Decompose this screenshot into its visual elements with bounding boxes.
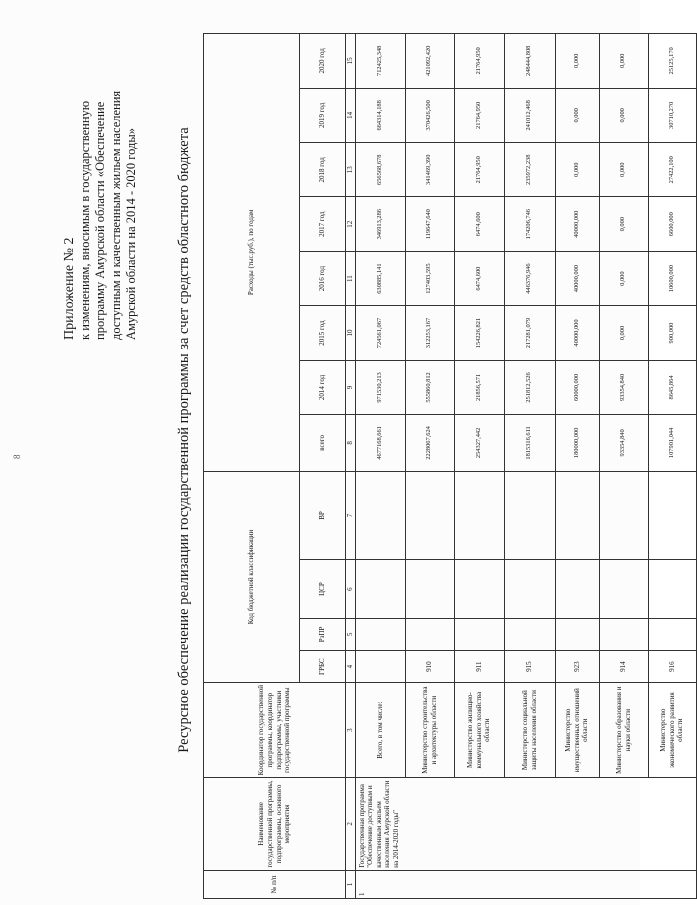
- grbs-cell: 916: [648, 651, 696, 683]
- year-value-cell: 664314,188: [355, 88, 405, 142]
- total-cell: 107901,044: [648, 415, 696, 471]
- csr-cell: [555, 560, 599, 618]
- column-number: 12: [346, 197, 356, 251]
- coordinator-cell: Министерство образования и науки области: [599, 683, 648, 778]
- column-number: 11: [346, 251, 356, 305]
- year-value-cell: 241012,468: [504, 88, 555, 142]
- table-row: [405, 34, 454, 899]
- csr-cell: [454, 560, 504, 618]
- grbs-cell: [355, 651, 405, 683]
- column-number: 5: [346, 618, 356, 650]
- grbs-cell: 915: [504, 651, 555, 683]
- year-value-cell: 235972,238: [504, 143, 555, 197]
- year-value-cell: 0,000: [599, 143, 648, 197]
- year-value-cell: 119647,640: [405, 197, 454, 251]
- year-value-cell: 154226,821: [454, 306, 504, 360]
- header-year: 2015 год: [300, 306, 346, 360]
- year-value-cell: 10600,000: [648, 251, 696, 305]
- csr-cell: [648, 560, 696, 618]
- column-number: 1: [346, 870, 356, 898]
- appendix-header: [62, 0, 140, 340]
- appendix-line: доступным и качественным жильем населения: [108, 90, 123, 340]
- year-value-cell: 174206,746: [504, 197, 555, 251]
- coordinator-cell: Министерство социальной защиты населения области: [504, 683, 555, 778]
- header-num: № п/п: [204, 870, 346, 898]
- column-number: 2: [346, 778, 356, 871]
- grbs-cell: 914: [599, 651, 648, 683]
- year-value-cell: 712425,348: [355, 34, 405, 89]
- year-value-cell: 0,000: [599, 34, 648, 89]
- column-number: 7: [346, 471, 356, 560]
- column-number: 9: [346, 360, 356, 414]
- year-value-cell: 446376,946: [504, 251, 555, 305]
- year-value-cell: 40000,000: [555, 197, 599, 251]
- grbs-cell: 910: [405, 651, 454, 683]
- table-row: [504, 34, 555, 899]
- vr-cell: [599, 471, 648, 560]
- rzpr-cell: [405, 618, 454, 650]
- coordinator-cell: Всего, в том числе:: [355, 683, 405, 778]
- program-name: Государственная программа "Обеспечение доступным и качественным жильем населения Амурской области на 2014-2020 годы": [355, 778, 696, 871]
- total-cell: 254327,442: [454, 415, 504, 471]
- header-expenses: Расходы (тыс.руб.), по годам: [204, 34, 300, 472]
- csr-cell: [504, 560, 555, 618]
- total-cell: 93354,840: [599, 415, 648, 471]
- total-cell: 4677168,661: [355, 415, 405, 471]
- year-value-cell: 6474,600: [454, 197, 504, 251]
- csr-cell: [599, 560, 648, 618]
- table-title: Ресурсное обеспечение реализации государственной программы за счет средств областного бюджета: [176, 127, 192, 753]
- page-number: 8: [12, 454, 22, 459]
- table-row: [355, 34, 405, 899]
- csr-cell: [405, 560, 454, 618]
- csr-cell: [355, 560, 405, 618]
- year-value-cell: 30710,270: [648, 88, 696, 142]
- year-value-cell: 40000,000: [555, 251, 599, 305]
- header-csr: ЦСР: [300, 560, 346, 618]
- year-value-cell: 421092,420: [405, 34, 454, 89]
- table-row: [648, 34, 696, 899]
- year-value-cell: 21764,950: [454, 34, 504, 89]
- year-value-cell: 370426,500: [405, 88, 454, 142]
- year-value-cell: 25125,170: [648, 34, 696, 89]
- vr-cell: [555, 471, 599, 560]
- rzpr-cell: [599, 618, 648, 650]
- year-value-cell: 21764,950: [454, 143, 504, 197]
- header-year: 2017 год: [300, 197, 346, 251]
- column-number: 3: [346, 683, 356, 778]
- year-value-cell: 971530,213: [355, 360, 405, 414]
- rzpr-cell: [555, 618, 599, 650]
- header-year: 2016 год: [300, 251, 346, 305]
- vr-cell: [405, 471, 454, 560]
- header-row: [204, 34, 300, 899]
- year-value-cell: 346913,286: [355, 197, 405, 251]
- year-value-cell: 27422,100: [648, 143, 696, 197]
- column-number: 14: [346, 88, 356, 142]
- coordinator-cell: Министерство жилищно-коммунального хозяйства области: [454, 683, 504, 778]
- column-number: 10: [346, 306, 356, 360]
- header-rzpr: РзПР: [300, 618, 346, 650]
- year-value-cell: 0,000: [555, 88, 599, 142]
- resource-table: [203, 33, 697, 899]
- header-coordinator: Координатор государственной программы, координатор подпрограммы, участники государственной программы: [204, 683, 346, 778]
- program-number: 1: [355, 870, 696, 898]
- year-value-cell: 0,000: [599, 197, 648, 251]
- grbs-cell: 923: [555, 651, 599, 683]
- year-value-cell: 555860,812: [405, 360, 454, 414]
- header-total: всего: [300, 415, 346, 471]
- column-number: 8: [346, 415, 356, 471]
- table-row: [454, 34, 504, 899]
- year-value-cell: 724561,067: [355, 306, 405, 360]
- coordinator-cell: Министерство экономического развития области: [648, 683, 696, 778]
- header-year: 2018 год: [300, 143, 346, 197]
- header-year: 2014 год: [300, 360, 346, 414]
- column-number: 6: [346, 560, 356, 618]
- year-value-cell: 6600,000: [648, 197, 696, 251]
- column-number-row: [346, 34, 356, 899]
- year-value-cell: 93354,840: [599, 360, 648, 414]
- column-number: 13: [346, 143, 356, 197]
- year-value-cell: 127403,595: [405, 251, 454, 305]
- header-year: 2019 год: [300, 88, 346, 142]
- coordinator-cell: Министерство строительства и архитектуры области: [405, 683, 454, 778]
- year-value-cell: 312253,167: [405, 306, 454, 360]
- vr-cell: [355, 471, 405, 560]
- year-value-cell: 900,000: [648, 306, 696, 360]
- header-vr: ВР: [300, 471, 346, 560]
- appendix-line: Амурской области на 2014 - 2020 годы»: [124, 127, 138, 340]
- year-value-cell: 217281,079: [504, 306, 555, 360]
- year-value-cell: 21764,950: [454, 88, 504, 142]
- year-value-cell: 0,000: [555, 143, 599, 197]
- appendix-title: Приложение № 2: [62, 237, 77, 340]
- header-grbs: ГРБС: [300, 651, 346, 683]
- rzpr-cell: [648, 618, 696, 650]
- rzpr-cell: [504, 618, 555, 650]
- table-row: [599, 34, 648, 899]
- year-value-cell: 8645,864: [648, 360, 696, 414]
- appendix-line: к изменениям, вносимым в государственную: [77, 100, 92, 340]
- year-value-cell: 251812,526: [504, 360, 555, 414]
- header-budget-codes: Код бюджетной классификации: [204, 471, 300, 683]
- total-cell: 1815316,611: [504, 415, 555, 471]
- appendix-line: программу Амурской области «Обеспечение: [93, 101, 107, 340]
- year-value-cell: 341469,390: [405, 143, 454, 197]
- year-value-cell: 0,000: [599, 88, 648, 142]
- total-cell: 180000,000: [555, 415, 599, 471]
- vr-cell: [454, 471, 504, 560]
- vr-cell: [504, 471, 555, 560]
- grbs-cell: 911: [454, 651, 504, 683]
- header-name: Наименование государственной программы, подпрограммы, основного мероприятия: [204, 778, 346, 871]
- rzpr-cell: [454, 618, 504, 650]
- year-value-cell: 0,000: [599, 251, 648, 305]
- column-number: 4: [346, 651, 356, 683]
- vr-cell: [648, 471, 696, 560]
- total-cell: 2228067,624: [405, 415, 454, 471]
- rzpr-cell: [355, 618, 405, 650]
- year-value-cell: 656568,678: [355, 143, 405, 197]
- year-value-cell: 248444,808: [504, 34, 555, 89]
- coordinator-cell: Министерство имущественных отношений области: [555, 683, 599, 778]
- header-year: 2020 год: [300, 34, 346, 89]
- year-value-cell: 0,000: [599, 306, 648, 360]
- year-value-cell: 6474,600: [454, 251, 504, 305]
- column-number: 15: [346, 34, 356, 89]
- year-value-cell: 630885,141: [355, 251, 405, 305]
- year-value-cell: 60000,000: [555, 360, 599, 414]
- year-value-cell: 21856,571: [454, 360, 504, 414]
- table-row: [555, 34, 599, 899]
- year-value-cell: 0,000: [555, 34, 599, 89]
- year-value-cell: 40000,000: [555, 306, 599, 360]
